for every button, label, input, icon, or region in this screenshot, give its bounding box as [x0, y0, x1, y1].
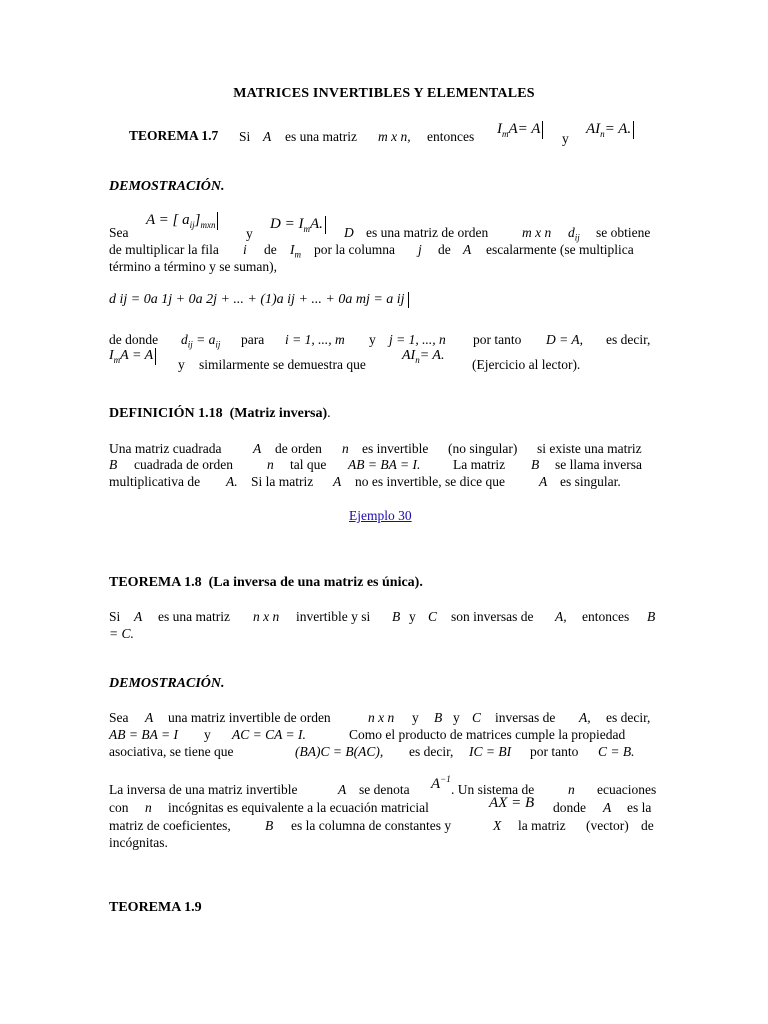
- d2-l2y: y: [204, 727, 211, 742]
- th18-a: es una matriz: [158, 609, 230, 624]
- demo-1-sim: similarmente se demuestra que: [199, 357, 366, 372]
- th18-A2: A,: [555, 609, 567, 624]
- theorem-1-9: TEOREMA 1.9: [109, 900, 202, 915]
- demo-1-mxn: m x n: [522, 225, 552, 240]
- d2-y: y: [412, 710, 419, 725]
- def-l1d: (no singular): [448, 441, 518, 456]
- inv-l1b: se denota: [359, 782, 410, 797]
- demo-1-dij: $d_{ij}$: [568, 225, 580, 243]
- d2-l3eq3: C = B.: [598, 744, 635, 759]
- demo-1-j: j: [418, 242, 422, 257]
- def-l3a: multiplicativa de: [109, 474, 201, 489]
- demo-1-t1: es una matriz de orden: [366, 225, 489, 240]
- inv-l2a: con: [109, 800, 129, 815]
- d2-B: B: [434, 710, 443, 725]
- demo-1-line2a: de multiplicar la fila: [109, 242, 219, 257]
- equation-ImA: $I_mA= A$: [497, 121, 543, 139]
- th18-C: C: [428, 609, 438, 624]
- d2-nxn: n x n: [368, 710, 395, 725]
- demo-1-Im: $I_m$: [290, 242, 301, 260]
- def-l1e: si existe una matriz: [537, 441, 642, 456]
- inv-l4: incógnitas.: [109, 835, 168, 850]
- demo-1-ej: (Ejercicio al lector).: [472, 357, 581, 372]
- theorem-label: TEOREMA 1.7: [129, 128, 219, 143]
- th18-B2: B: [647, 609, 656, 624]
- equation-AIn-2: $AI_n= A$.: [402, 348, 445, 365]
- theorem-1-7-si: Si: [239, 129, 251, 144]
- d2-eq2: AC = CA = I.: [232, 727, 306, 742]
- equation-ImA-2: $I_mA = A$: [109, 348, 156, 365]
- th18-A: A: [134, 609, 143, 624]
- theorem-1-7-y: y: [562, 131, 569, 146]
- equation-AIn: $AI_n= A$.: [586, 121, 634, 139]
- demo-1-t2: se obtiene: [596, 225, 651, 240]
- demo-1-irange: i = 1, ..., m: [285, 332, 345, 347]
- def-l1b: de orden: [275, 441, 322, 456]
- th18-si: Si: [109, 609, 121, 624]
- inv-l1n: n: [568, 782, 575, 797]
- def-l2d: se llama inversa: [555, 457, 642, 472]
- th18-B: B: [392, 609, 401, 624]
- equation-D-def: $D = I_mA$.: [270, 216, 326, 234]
- demo-heading-1: DEMOSTRACIÓN.: [109, 179, 225, 194]
- inv-l3B: B: [265, 818, 274, 833]
- d2-y2: y: [453, 710, 460, 725]
- def-l3A3: A: [539, 474, 548, 489]
- theorem-1-8: TEOREMA 1.8 (La inversa de una matriz es única).: [109, 575, 423, 590]
- d2-b: inversas de: [495, 710, 556, 725]
- demo-1-de2: de: [438, 242, 451, 257]
- theorem-1-7-A: A: [263, 129, 272, 144]
- th18-d: entonces: [582, 609, 630, 624]
- d2-C: C: [472, 710, 482, 725]
- inv-l2n: n: [145, 800, 152, 815]
- demo-1-l6y: y: [178, 357, 185, 372]
- d2-l3eq: (BA)C = B(AC),: [295, 744, 384, 759]
- inv-l3e: de: [641, 818, 654, 833]
- equation-A-inverse: $A^{-1}$: [431, 774, 451, 792]
- equation-dij-sum: d ij = 0a 1j + 0a 2j + ... + (1)a ij + ... + 0a mj = a ij: [109, 292, 409, 308]
- demo-1-l5eq: $d_{ij} = a_{ij}$: [181, 332, 221, 350]
- def-l2b: tal que: [290, 457, 327, 472]
- inv-l1c: . Un sistema de: [451, 782, 535, 797]
- demo-1-y: y: [246, 226, 253, 241]
- d2-A: A: [145, 710, 154, 725]
- def-l2eq: AB = BA = I.: [348, 457, 421, 472]
- d2-l3a: asociativa, se tiene que: [109, 744, 234, 759]
- def-l1c: es invertible: [362, 441, 429, 456]
- demo-1-pt: por tanto: [473, 332, 522, 347]
- d2-eq1: AB = BA = I: [109, 727, 178, 742]
- demo-1-A: A: [463, 242, 472, 257]
- demo-heading-2: DEMOSTRACIÓN.: [109, 676, 225, 691]
- inv-l2c: donde: [553, 800, 586, 815]
- def-l2c: La matriz: [453, 457, 506, 472]
- def-l2n: n: [267, 457, 274, 472]
- inv-l2A: A: [603, 800, 612, 815]
- inv-l3a: matriz de coeficientes,: [109, 818, 231, 833]
- inv-l2d: es la: [627, 800, 652, 815]
- demo-1-line3: término a término y se suman),: [109, 259, 277, 274]
- inv-l1d: ecuaciones: [597, 782, 657, 797]
- def-l3A2: A: [333, 474, 342, 489]
- inv-l3b: es la columna de constantes y: [291, 818, 452, 833]
- th18-b: invertible y si: [296, 609, 371, 624]
- def-l3d: es singular.: [560, 474, 621, 489]
- example-30-link[interactable]: Ejemplo 30: [349, 508, 412, 523]
- demo-1-l5a: de donde: [109, 332, 159, 347]
- demo-1-DA: D = A,: [546, 332, 583, 347]
- demo-1-sea: Sea: [109, 225, 129, 240]
- demo-1-l5y: y: [369, 332, 376, 347]
- theorem-1-7: [129, 128, 218, 144]
- theorem-1-7-entonces: entonces: [427, 129, 475, 144]
- inv-l3c: la matriz: [518, 818, 566, 833]
- d2-l3c: por tanto: [530, 744, 579, 759]
- demo-1-i: i: [243, 242, 247, 257]
- d2-l2a: Como el producto de matrices cumple la propiedad: [349, 727, 626, 742]
- demo-1-D: D: [344, 225, 354, 240]
- demo-1-line2b: por la columna: [314, 242, 395, 257]
- demo-1-jrange: j = 1, ..., n: [389, 332, 446, 347]
- equation-AX-B: AX = B: [489, 795, 535, 811]
- def-l1a: Una matriz cuadrada: [109, 441, 222, 456]
- d2-A2: A,: [579, 710, 591, 725]
- inv-l1a: La inversa de una matriz invertible: [109, 782, 298, 797]
- def-l2B2: B: [531, 457, 540, 472]
- equation-A-def: A = [ $a_{ij}]_{mxn}$: [146, 212, 218, 230]
- inv-l1A: A: [338, 782, 347, 797]
- d2-a: una matriz invertible de orden: [168, 710, 331, 725]
- def-l3b: Si la matriz: [251, 474, 314, 489]
- demo-1-ed: es decir,: [606, 332, 651, 347]
- def-l2a: cuadrada de orden: [134, 457, 233, 472]
- def-l3A: A.: [226, 474, 238, 489]
- inv-l2b: incógnitas es equivalente a la ecuación matricial: [168, 800, 429, 815]
- th18-nxn: n x n: [253, 609, 280, 624]
- d2-l3eq2: IC = BI: [469, 744, 512, 759]
- th18-l2: = C.: [109, 626, 134, 641]
- demo-1-line2c: escalarmente (se multiplica: [486, 242, 634, 257]
- definition-1-18: DEFINICIÓN 1.18 (Matriz inversa).: [109, 406, 331, 421]
- demo-1-para: para: [241, 332, 265, 347]
- page-title: MATRICES INVERTIBLES Y ELEMENTALES: [233, 86, 535, 101]
- def-l1n: n: [342, 441, 349, 456]
- d2-l3b: es decir,: [409, 744, 454, 759]
- d2-c: es decir,: [606, 710, 651, 725]
- def-l2B: B: [109, 457, 118, 472]
- th18-c: son inversas de: [451, 609, 534, 624]
- theorem-1-7-dims: m x n,: [378, 129, 411, 144]
- inv-l3d: (vector): [586, 818, 629, 833]
- theorem-1-7-text: es una matriz: [285, 129, 357, 144]
- inv-l3X: X: [493, 818, 502, 833]
- th18-y: y: [409, 609, 416, 624]
- def-l3c: no es invertible, se dice que: [355, 474, 505, 489]
- demo-1-de1: de: [264, 242, 277, 257]
- d2-sea: Sea: [109, 710, 129, 725]
- def-l1A: A: [253, 441, 262, 456]
